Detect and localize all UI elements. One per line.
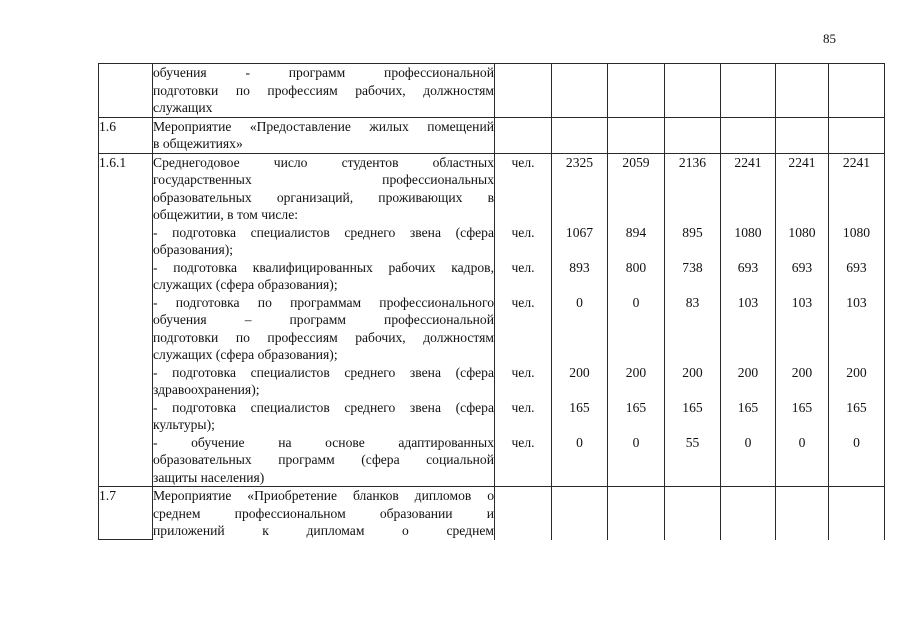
- spacer: [829, 189, 884, 207]
- spacer: [608, 206, 664, 224]
- value: 693: [846, 259, 867, 275]
- row-number: 1.6: [99, 117, 153, 153]
- spacer: [721, 206, 775, 224]
- value: 2325: [565, 154, 594, 170]
- spacer: [495, 451, 551, 469]
- unit-cell: [495, 153, 552, 487]
- spacer: [608, 171, 664, 189]
- spacer: [776, 206, 828, 224]
- value-cell: [829, 487, 885, 540]
- description-line: среднем профессиональном образовании и: [153, 505, 494, 521]
- spacer: [829, 241, 884, 259]
- spacer: [829, 206, 884, 224]
- value-cell: [552, 487, 608, 540]
- description-line: Среднегодовое число студентов областных: [153, 154, 494, 170]
- description-line: Мероприятие «Предоставление жилых помещений: [153, 118, 494, 134]
- spacer: [721, 311, 775, 329]
- description-line: защиты населения): [153, 469, 265, 485]
- description-line: обучения – программ профессиональной: [153, 312, 494, 327]
- spacer: [776, 346, 828, 364]
- value: 165: [569, 399, 590, 415]
- spacer: [721, 329, 775, 347]
- value: 2241: [842, 154, 871, 170]
- spacer: [495, 241, 551, 259]
- value: 2241: [734, 154, 762, 170]
- spacer: [665, 206, 720, 224]
- description-line: образования);: [153, 242, 234, 257]
- spacer: [665, 416, 720, 434]
- spacer: [721, 416, 775, 434]
- value: 103: [791, 294, 813, 310]
- spacer: [665, 311, 720, 329]
- description-line: обучения - программ профессиональной: [153, 65, 494, 80]
- value: 693: [791, 259, 813, 275]
- value: 165: [625, 399, 647, 415]
- spacer: [829, 346, 884, 364]
- value-cell: [665, 487, 721, 540]
- spacer: [665, 451, 720, 469]
- value-cell: [608, 117, 665, 153]
- spacer: [776, 469, 828, 487]
- spacer: [608, 469, 664, 487]
- value: 200: [737, 364, 759, 380]
- spacer: [495, 276, 551, 294]
- description-line: государственных профессиональных: [153, 172, 494, 187]
- description-line: образовательных организаций, проживающих в: [153, 189, 494, 205]
- spacer: [552, 206, 607, 224]
- value-cell: [608, 64, 665, 118]
- value-cell: [721, 153, 776, 487]
- unit-cell: [495, 117, 552, 153]
- spacer: [776, 416, 828, 434]
- spacer: [721, 381, 775, 399]
- value-cell: [552, 117, 608, 153]
- table-row: [99, 153, 885, 487]
- value-cell: [552, 64, 608, 118]
- value: 693: [737, 259, 759, 275]
- spacer: [495, 469, 551, 487]
- spacer: [665, 276, 720, 294]
- description-line: - подготовка квалифицированных рабочих кадров,: [153, 259, 494, 275]
- spacer: [552, 416, 607, 434]
- spacer: [721, 241, 775, 259]
- table-row: [99, 64, 885, 118]
- spacer: [829, 171, 884, 189]
- value: 2136: [678, 154, 707, 170]
- spacer: [495, 329, 551, 347]
- spacer: [776, 451, 828, 469]
- spacer: [776, 381, 828, 399]
- spacer: [495, 171, 551, 189]
- description-line: здравоохранения);: [153, 382, 260, 397]
- value: 0: [576, 294, 583, 310]
- spacer: [721, 171, 775, 189]
- value: 200: [625, 364, 647, 380]
- description-line: служащих (сфера образования);: [153, 277, 338, 292]
- spacer: [608, 451, 664, 469]
- unit-label: чел.: [511, 224, 535, 240]
- spacer: [665, 346, 720, 364]
- description-line: подготовки по профессиям рабочих, должностям: [153, 82, 494, 98]
- value: 0: [632, 434, 640, 450]
- spacer: [495, 346, 551, 364]
- value: 1080: [842, 224, 871, 240]
- spacer: [665, 469, 720, 487]
- spacer: [665, 329, 720, 347]
- unit-label: чел.: [511, 399, 535, 415]
- value: 2059: [622, 154, 650, 170]
- value-cell: [552, 153, 608, 487]
- row-number: 1.6.1: [99, 153, 153, 487]
- spacer: [552, 276, 607, 294]
- spacer: [665, 189, 720, 207]
- value-cell: [776, 117, 829, 153]
- value: 200: [569, 364, 590, 380]
- spacer: [552, 241, 607, 259]
- row-description: [153, 117, 495, 153]
- spacer: [665, 241, 720, 259]
- table-row: [99, 117, 885, 153]
- value: 165: [791, 399, 813, 415]
- value-cell: [608, 487, 665, 540]
- unit-cell: [495, 487, 552, 540]
- description-line: - обучение на основе адаптированных: [153, 434, 494, 450]
- spacer: [552, 451, 607, 469]
- value: 738: [682, 259, 703, 275]
- spacer: [829, 329, 884, 347]
- value: 103: [846, 294, 867, 310]
- spacer: [721, 189, 775, 207]
- value: 0: [744, 434, 752, 450]
- value-cell: [829, 153, 885, 487]
- spacer: [552, 346, 607, 364]
- value: 165: [682, 399, 703, 415]
- description-line: - подготовка специалистов среднего звена (сфера: [153, 364, 494, 380]
- row-number: 1.7: [99, 487, 153, 540]
- spacer: [552, 381, 607, 399]
- description-line: Мероприятие «Приобретение бланков дипломов о: [153, 488, 494, 503]
- spacer: [829, 451, 884, 469]
- spacer: [608, 329, 664, 347]
- unit-label: чел.: [511, 154, 535, 170]
- description-line: служащих (сфера образования);: [153, 347, 338, 362]
- measures-table: [98, 63, 885, 540]
- spacer: [608, 346, 664, 364]
- description-line: общежитии, в том числе:: [153, 207, 299, 222]
- description-line: подготовки по профессиям рабочих, должностям: [153, 329, 494, 345]
- spacer: [495, 416, 551, 434]
- description-line: приложений к дипломам о среднем: [153, 523, 494, 538]
- value-cell: [776, 64, 829, 118]
- spacer: [721, 276, 775, 294]
- description-line: - подготовка специалистов среднего звена (сфера: [153, 399, 494, 415]
- value: 200: [682, 364, 703, 380]
- spacer: [552, 311, 607, 329]
- spacer: [552, 469, 607, 487]
- value-cell: [776, 487, 829, 540]
- description-line: - подготовка специалистов среднего звена (сфера: [153, 224, 494, 240]
- description-line: образовательных программ (сфера социальной: [153, 452, 494, 467]
- value-cell: [608, 153, 665, 487]
- value: 200: [791, 364, 813, 380]
- value: 0: [576, 434, 583, 450]
- spacer: [495, 381, 551, 399]
- value-cell: [665, 64, 721, 118]
- value: 55: [685, 434, 700, 450]
- spacer: [495, 189, 551, 207]
- value-cell: [829, 117, 885, 153]
- spacer: [552, 171, 607, 189]
- spacer: [829, 469, 884, 487]
- spacer: [776, 276, 828, 294]
- value: 0: [798, 434, 806, 450]
- spacer: [721, 346, 775, 364]
- description-line: - подготовка по программам профессионального: [153, 294, 494, 310]
- spacer: [721, 469, 775, 487]
- value-cell: [721, 117, 776, 153]
- value: 2241: [788, 154, 816, 170]
- spacer: [495, 311, 551, 329]
- value: 0: [853, 434, 860, 450]
- description-line: культуры);: [153, 417, 215, 432]
- description-line: служащих: [153, 100, 213, 115]
- value: 83: [685, 294, 700, 310]
- spacer: [552, 189, 607, 207]
- spacer: [608, 311, 664, 329]
- row-description: [153, 64, 495, 118]
- value: 800: [625, 259, 647, 275]
- spacer: [665, 381, 720, 399]
- spacer: [776, 311, 828, 329]
- spacer: [608, 276, 664, 294]
- value-cell: [776, 153, 829, 487]
- value: 893: [569, 259, 590, 275]
- spacer: [829, 276, 884, 294]
- value-cell: [721, 487, 776, 540]
- table-row: [99, 487, 885, 540]
- table-body: [99, 64, 885, 540]
- page-number: 85: [823, 31, 836, 46]
- spacer: [776, 241, 828, 259]
- description-line: в общежитиях»: [153, 136, 243, 151]
- spacer: [776, 189, 828, 207]
- spacer: [721, 451, 775, 469]
- value-cell: [721, 64, 776, 118]
- value: 0: [632, 294, 640, 310]
- row-description: [153, 487, 495, 540]
- value: 165: [737, 399, 759, 415]
- spacer: [829, 311, 884, 329]
- spacer: [776, 171, 828, 189]
- unit-label: чел.: [511, 364, 535, 380]
- value-cell: [829, 64, 885, 118]
- row-number: [99, 64, 153, 118]
- value: 894: [625, 224, 647, 240]
- value: 1080: [788, 224, 816, 240]
- spacer: [776, 329, 828, 347]
- value: 200: [846, 364, 867, 380]
- unit-label: чел.: [511, 259, 535, 275]
- spacer: [495, 206, 551, 224]
- spacer: [829, 381, 884, 399]
- spacer: [829, 416, 884, 434]
- value: 165: [846, 399, 867, 415]
- value: 1067: [565, 224, 594, 240]
- value: 895: [682, 224, 703, 240]
- row-description: [153, 153, 495, 487]
- unit-label: чел.: [511, 294, 535, 310]
- value: 1080: [734, 224, 762, 240]
- spacer: [608, 241, 664, 259]
- value: 103: [737, 294, 759, 310]
- spacer: [608, 416, 664, 434]
- spacer: [665, 171, 720, 189]
- spacer: [608, 189, 664, 207]
- unit-cell: [495, 64, 552, 118]
- value-cell: [665, 117, 721, 153]
- spacer: [608, 381, 664, 399]
- value-cell: [665, 153, 721, 487]
- spacer: [552, 329, 607, 347]
- unit-label: чел.: [511, 434, 535, 450]
